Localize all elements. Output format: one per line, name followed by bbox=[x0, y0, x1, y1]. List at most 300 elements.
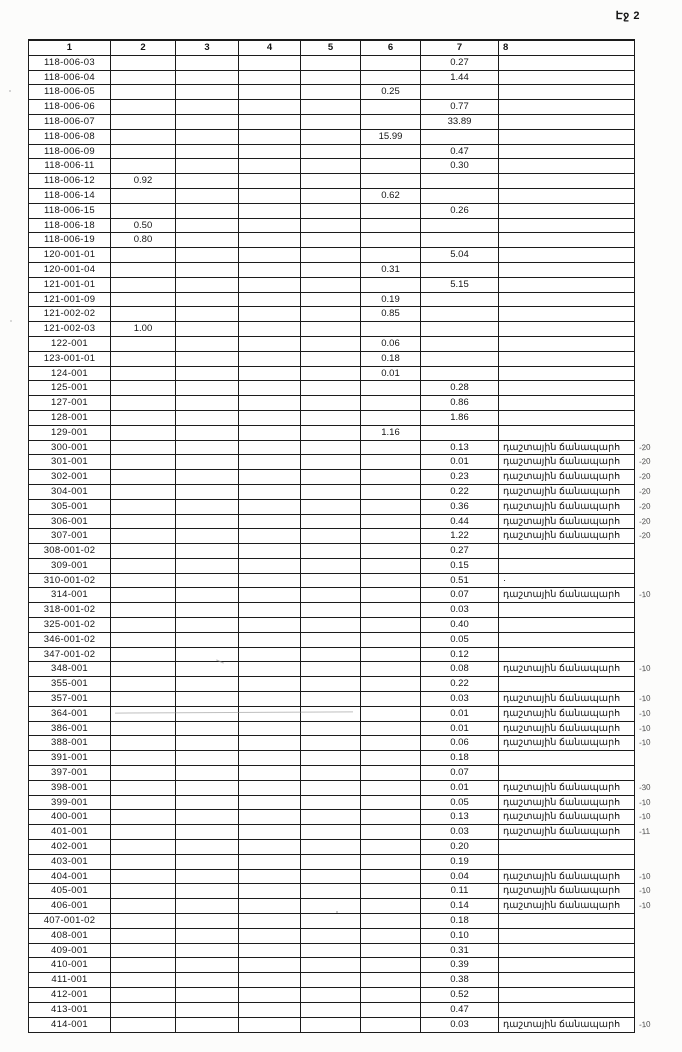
table-row bbox=[29, 825, 651, 840]
table-row bbox=[29, 618, 634, 633]
value-cell bbox=[111, 574, 176, 589]
value-cell bbox=[301, 85, 361, 100]
value-cell bbox=[301, 500, 361, 515]
value-cell: 0.30 bbox=[421, 159, 499, 174]
value-cell: 0.15 bbox=[421, 559, 499, 574]
value-cell bbox=[176, 736, 239, 751]
value-cell bbox=[239, 278, 301, 293]
road-type-cell: դաշտային ճանապարհ bbox=[499, 529, 634, 544]
value-cell bbox=[111, 263, 176, 278]
value-cell: 1.22 bbox=[421, 529, 499, 544]
table-row bbox=[29, 692, 651, 707]
value-cell bbox=[176, 988, 239, 1003]
road-type-cell bbox=[499, 396, 634, 411]
value-cell bbox=[176, 145, 239, 160]
table-row bbox=[29, 115, 634, 130]
row-id-cell: 346-001-02 bbox=[29, 633, 111, 648]
value-cell: 0.23 bbox=[421, 470, 499, 485]
road-type-cell bbox=[499, 115, 634, 130]
value-cell: 0.03 bbox=[421, 1018, 499, 1033]
margin-note: -20 bbox=[638, 516, 651, 526]
road-type-cell bbox=[499, 145, 634, 160]
value-cell bbox=[239, 574, 301, 589]
table-row bbox=[29, 840, 634, 855]
value-cell bbox=[239, 588, 301, 603]
value-cell bbox=[111, 707, 176, 722]
road-type-cell: դաշտային ճանապարհ bbox=[499, 884, 634, 899]
table-row bbox=[29, 973, 634, 988]
road-type-cell bbox=[499, 559, 634, 574]
road-type-cell bbox=[499, 751, 634, 766]
value-cell: 0.50 bbox=[111, 219, 176, 234]
value-cell bbox=[421, 367, 499, 382]
value-cell bbox=[239, 367, 301, 382]
value-cell bbox=[111, 825, 176, 840]
road-type-cell bbox=[499, 411, 634, 426]
value-cell bbox=[301, 455, 361, 470]
road-type-cell bbox=[499, 307, 634, 322]
road-type-cell bbox=[499, 1003, 634, 1018]
value-cell bbox=[111, 692, 176, 707]
value-cell bbox=[301, 870, 361, 885]
value-cell bbox=[176, 914, 239, 929]
value-cell bbox=[239, 233, 301, 248]
row-id-cell: 413-001 bbox=[29, 1003, 111, 1018]
value-cell: 1.16 bbox=[361, 426, 421, 441]
value-cell bbox=[176, 219, 239, 234]
road-type-cell bbox=[499, 944, 634, 959]
value-cell bbox=[111, 159, 176, 174]
value-cell: 0.10 bbox=[421, 929, 499, 944]
value-cell bbox=[111, 944, 176, 959]
road-type-cell bbox=[499, 988, 634, 1003]
value-cell bbox=[361, 870, 421, 885]
value-cell bbox=[239, 766, 301, 781]
value-cell bbox=[421, 189, 499, 204]
table-row bbox=[29, 278, 634, 293]
value-cell bbox=[361, 914, 421, 929]
row-id-cell: 118-006-11 bbox=[29, 159, 111, 174]
value-cell bbox=[111, 515, 176, 530]
table-row bbox=[29, 85, 634, 100]
value-cell bbox=[111, 455, 176, 470]
value-cell bbox=[176, 204, 239, 219]
value-cell bbox=[176, 1018, 239, 1033]
value-cell bbox=[176, 588, 239, 603]
road-type-cell bbox=[499, 71, 634, 86]
value-cell: 0.39 bbox=[421, 958, 499, 973]
value-cell bbox=[111, 781, 176, 796]
value-cell: 0.03 bbox=[421, 603, 499, 618]
value-cell: 0.07 bbox=[421, 588, 499, 603]
value-cell bbox=[176, 515, 239, 530]
road-type-cell: դաշտային ճանապարհ bbox=[499, 707, 634, 722]
value-cell bbox=[111, 352, 176, 367]
scan-artifact-dot bbox=[9, 90, 11, 92]
value-cell bbox=[111, 56, 176, 71]
value-cell bbox=[239, 1018, 301, 1033]
value-cell bbox=[111, 677, 176, 692]
road-type-cell: դաշտային ճանապարհ bbox=[499, 470, 634, 485]
value-cell bbox=[361, 411, 421, 426]
table-row bbox=[29, 441, 651, 456]
value-cell bbox=[239, 455, 301, 470]
road-type-cell bbox=[499, 929, 634, 944]
margin-note: -11 bbox=[638, 826, 651, 837]
value-cell bbox=[301, 263, 361, 278]
row-id-cell: 118-006-18 bbox=[29, 219, 111, 234]
value-cell bbox=[239, 692, 301, 707]
value-cell bbox=[301, 515, 361, 530]
road-type-cell: դաշտային ճանապարհ bbox=[499, 825, 634, 840]
value-cell bbox=[301, 174, 361, 189]
road-type-cell bbox=[499, 677, 634, 692]
value-cell bbox=[176, 100, 239, 115]
value-cell: 1.44 bbox=[421, 71, 499, 86]
value-cell bbox=[111, 899, 176, 914]
table-row bbox=[29, 293, 634, 308]
table-row bbox=[29, 633, 634, 648]
value-cell bbox=[111, 840, 176, 855]
value-cell bbox=[239, 855, 301, 870]
value-cell bbox=[239, 411, 301, 426]
value-cell bbox=[239, 825, 301, 840]
row-id-cell: 125-001 bbox=[29, 381, 111, 396]
value-cell bbox=[111, 603, 176, 618]
table-row bbox=[29, 100, 634, 115]
page-number-label: Էջ 2 bbox=[615, 10, 640, 22]
value-cell bbox=[361, 248, 421, 263]
value-cell bbox=[301, 796, 361, 811]
value-cell bbox=[239, 677, 301, 692]
value-cell bbox=[301, 71, 361, 86]
value-cell bbox=[361, 174, 421, 189]
row-id-cell: 118-006-06 bbox=[29, 100, 111, 115]
value-cell bbox=[301, 396, 361, 411]
value-cell bbox=[239, 248, 301, 263]
value-cell bbox=[239, 796, 301, 811]
value-cell bbox=[176, 929, 239, 944]
value-cell bbox=[176, 307, 239, 322]
value-cell bbox=[111, 662, 176, 677]
value-cell bbox=[361, 840, 421, 855]
table-row bbox=[29, 248, 634, 263]
value-cell: 1.00 bbox=[111, 322, 176, 337]
row-id-cell: 122-001 bbox=[29, 337, 111, 352]
value-cell bbox=[111, 337, 176, 352]
value-cell bbox=[239, 736, 301, 751]
road-type-cell bbox=[499, 130, 634, 145]
row-id-cell: 403-001 bbox=[29, 855, 111, 870]
margin-note: -10 bbox=[638, 590, 651, 600]
value-cell bbox=[239, 322, 301, 337]
value-cell bbox=[301, 692, 361, 707]
value-cell bbox=[361, 662, 421, 677]
value-cell bbox=[239, 662, 301, 677]
value-cell: 0.47 bbox=[421, 145, 499, 160]
road-type-cell bbox=[499, 352, 634, 367]
road-type-cell: դաշտային ճանապարհ bbox=[499, 736, 634, 751]
table-row bbox=[29, 929, 634, 944]
road-type-cell bbox=[499, 840, 634, 855]
table-row bbox=[29, 204, 634, 219]
value-cell bbox=[301, 781, 361, 796]
table-row bbox=[29, 263, 634, 278]
road-type-cell bbox=[499, 263, 634, 278]
value-cell bbox=[239, 189, 301, 204]
table-row bbox=[29, 1018, 651, 1033]
value-cell: 0.01 bbox=[421, 722, 499, 737]
value-cell bbox=[111, 293, 176, 308]
road-type-cell bbox=[499, 189, 634, 204]
row-id-cell: 397-001 bbox=[29, 766, 111, 781]
row-id-cell: 118-006-14 bbox=[29, 189, 111, 204]
value-cell bbox=[176, 751, 239, 766]
value-cell bbox=[361, 145, 421, 160]
value-cell: 0.92 bbox=[111, 174, 176, 189]
value-cell bbox=[176, 958, 239, 973]
value-cell bbox=[111, 85, 176, 100]
value-cell bbox=[421, 174, 499, 189]
value-cell bbox=[176, 529, 239, 544]
row-id-cell: 386-001 bbox=[29, 722, 111, 737]
value-cell: 0.86 bbox=[421, 396, 499, 411]
row-id-cell: 307-001 bbox=[29, 529, 111, 544]
value-cell bbox=[301, 588, 361, 603]
value-cell bbox=[176, 722, 239, 737]
road-type-cell: դաշտային ճանապարհ bbox=[499, 500, 634, 515]
value-cell: 0.18 bbox=[421, 751, 499, 766]
row-id-cell: 118-006-19 bbox=[29, 233, 111, 248]
table-row bbox=[29, 145, 634, 160]
road-type-cell bbox=[499, 337, 634, 352]
value-cell bbox=[301, 441, 361, 456]
margin-note: -10 bbox=[638, 664, 651, 674]
value-cell bbox=[176, 810, 239, 825]
value-cell bbox=[111, 633, 176, 648]
table-row bbox=[29, 736, 651, 751]
value-cell bbox=[361, 470, 421, 485]
value-cell bbox=[361, 396, 421, 411]
value-cell bbox=[301, 603, 361, 618]
value-cell: 0.04 bbox=[421, 870, 499, 885]
row-id-cell: 124-001 bbox=[29, 367, 111, 382]
row-id-cell: 309-001 bbox=[29, 559, 111, 574]
value-cell bbox=[361, 973, 421, 988]
value-cell: 5.04 bbox=[421, 248, 499, 263]
table-row bbox=[29, 766, 634, 781]
value-cell bbox=[111, 485, 176, 500]
value-cell bbox=[111, 544, 176, 559]
value-cell: 0.25 bbox=[361, 85, 421, 100]
value-cell bbox=[361, 278, 421, 293]
value-cell bbox=[361, 500, 421, 515]
road-type-cell: դաշտային ճանապարհ bbox=[499, 455, 634, 470]
value-cell: 0.22 bbox=[421, 677, 499, 692]
value-cell bbox=[111, 722, 176, 737]
row-id-cell: 121-002-03 bbox=[29, 322, 111, 337]
value-cell bbox=[111, 189, 176, 204]
table-row bbox=[29, 958, 634, 973]
value-cell bbox=[301, 529, 361, 544]
value-cell: 15.99 bbox=[361, 130, 421, 145]
row-id-cell: 120-001-01 bbox=[29, 248, 111, 263]
value-cell: 1.86 bbox=[421, 411, 499, 426]
table-row bbox=[29, 233, 634, 248]
value-cell: 0.11 bbox=[421, 884, 499, 899]
value-cell bbox=[239, 352, 301, 367]
value-cell bbox=[421, 263, 499, 278]
value-cell bbox=[301, 293, 361, 308]
row-id-cell: 364-001 bbox=[29, 707, 111, 722]
value-cell bbox=[239, 515, 301, 530]
value-cell bbox=[111, 988, 176, 1003]
table-row bbox=[29, 159, 634, 174]
value-cell bbox=[301, 958, 361, 973]
row-id-cell: 121-002-02 bbox=[29, 307, 111, 322]
value-cell bbox=[176, 544, 239, 559]
value-cell bbox=[176, 367, 239, 382]
value-cell: 0.05 bbox=[421, 796, 499, 811]
road-type-cell: դաշտային ճանապարհ bbox=[499, 692, 634, 707]
value-cell bbox=[361, 219, 421, 234]
value-cell bbox=[176, 189, 239, 204]
value-cell: 0.31 bbox=[361, 263, 421, 278]
value-cell bbox=[239, 781, 301, 796]
value-cell bbox=[361, 588, 421, 603]
row-id-cell: 118-006-04 bbox=[29, 71, 111, 86]
value-cell: 0.51 bbox=[421, 574, 499, 589]
value-cell bbox=[176, 618, 239, 633]
value-cell bbox=[301, 189, 361, 204]
value-cell bbox=[176, 441, 239, 456]
value-cell bbox=[176, 337, 239, 352]
value-cell bbox=[421, 293, 499, 308]
row-id-cell: 325-001-02 bbox=[29, 618, 111, 633]
value-cell bbox=[111, 367, 176, 382]
value-cell bbox=[111, 796, 176, 811]
column-header-8: 8 bbox=[499, 41, 634, 56]
value-cell bbox=[361, 707, 421, 722]
value-cell bbox=[111, 381, 176, 396]
value-cell bbox=[111, 973, 176, 988]
row-id-cell: 118-006-03 bbox=[29, 56, 111, 71]
value-cell bbox=[301, 722, 361, 737]
value-cell: 0.13 bbox=[421, 810, 499, 825]
value-cell bbox=[301, 1003, 361, 1018]
value-cell bbox=[176, 381, 239, 396]
value-cell: 0.13 bbox=[421, 441, 499, 456]
margin-note: -10 bbox=[638, 797, 651, 808]
value-cell bbox=[239, 470, 301, 485]
value-cell bbox=[176, 574, 239, 589]
value-cell: 0.08 bbox=[421, 662, 499, 677]
value-cell bbox=[176, 455, 239, 470]
value-cell bbox=[361, 485, 421, 500]
value-cell bbox=[111, 204, 176, 219]
value-cell: 0.19 bbox=[361, 293, 421, 308]
value-cell bbox=[301, 204, 361, 219]
value-cell: 0.44 bbox=[421, 515, 499, 530]
value-cell bbox=[176, 233, 239, 248]
value-cell: 0.12 bbox=[421, 648, 499, 663]
value-cell bbox=[111, 470, 176, 485]
table-row bbox=[29, 648, 634, 663]
value-cell bbox=[239, 899, 301, 914]
value-cell bbox=[176, 485, 239, 500]
value-cell: 0.18 bbox=[421, 914, 499, 929]
value-cell bbox=[301, 707, 361, 722]
value-cell: 0.40 bbox=[421, 618, 499, 633]
value-cell bbox=[301, 411, 361, 426]
value-cell: 0.52 bbox=[421, 988, 499, 1003]
margin-note: -10 bbox=[638, 871, 651, 882]
value-cell bbox=[176, 470, 239, 485]
table-row bbox=[29, 71, 634, 86]
value-cell bbox=[111, 736, 176, 751]
row-id-cell: 409-001 bbox=[29, 944, 111, 959]
value-cell bbox=[176, 973, 239, 988]
row-id-cell: 129-001 bbox=[29, 426, 111, 441]
table-row bbox=[29, 411, 634, 426]
road-type-cell: · bbox=[499, 574, 634, 589]
table-row bbox=[29, 603, 634, 618]
value-cell bbox=[239, 56, 301, 71]
column-header-2: 2 bbox=[111, 41, 176, 56]
road-type-cell bbox=[499, 293, 634, 308]
value-cell bbox=[239, 426, 301, 441]
table-row bbox=[29, 810, 651, 825]
road-type-cell: դաշտային ճանապարհ bbox=[499, 662, 634, 677]
value-cell bbox=[239, 648, 301, 663]
table-row bbox=[29, 529, 651, 544]
value-cell bbox=[361, 633, 421, 648]
value-cell bbox=[301, 751, 361, 766]
table-row bbox=[29, 544, 634, 559]
table-row bbox=[29, 899, 651, 914]
table-row bbox=[29, 470, 651, 485]
value-cell bbox=[301, 662, 361, 677]
row-id-cell: 308-001-02 bbox=[29, 544, 111, 559]
value-cell bbox=[301, 100, 361, 115]
scan-artifact-dot bbox=[10, 320, 12, 322]
value-cell bbox=[176, 707, 239, 722]
value-cell bbox=[421, 233, 499, 248]
value-cell bbox=[361, 100, 421, 115]
value-cell bbox=[301, 115, 361, 130]
value-cell bbox=[239, 263, 301, 278]
row-id-cell: 348-001 bbox=[29, 662, 111, 677]
value-cell bbox=[361, 381, 421, 396]
value-cell bbox=[176, 692, 239, 707]
road-type-cell bbox=[499, 56, 634, 71]
road-type-cell: դաշտային ճանապարհ bbox=[499, 485, 634, 500]
row-id-cell: 402-001 bbox=[29, 840, 111, 855]
value-cell bbox=[111, 278, 176, 293]
value-cell bbox=[301, 884, 361, 899]
table-row bbox=[29, 884, 651, 899]
value-cell bbox=[176, 559, 239, 574]
value-cell bbox=[111, 426, 176, 441]
table-row bbox=[29, 381, 634, 396]
value-cell bbox=[239, 884, 301, 899]
value-cell bbox=[421, 85, 499, 100]
margin-note: -10 bbox=[638, 886, 651, 896]
value-cell bbox=[301, 559, 361, 574]
value-cell bbox=[239, 1003, 301, 1018]
value-cell bbox=[111, 1003, 176, 1018]
value-cell bbox=[301, 367, 361, 382]
